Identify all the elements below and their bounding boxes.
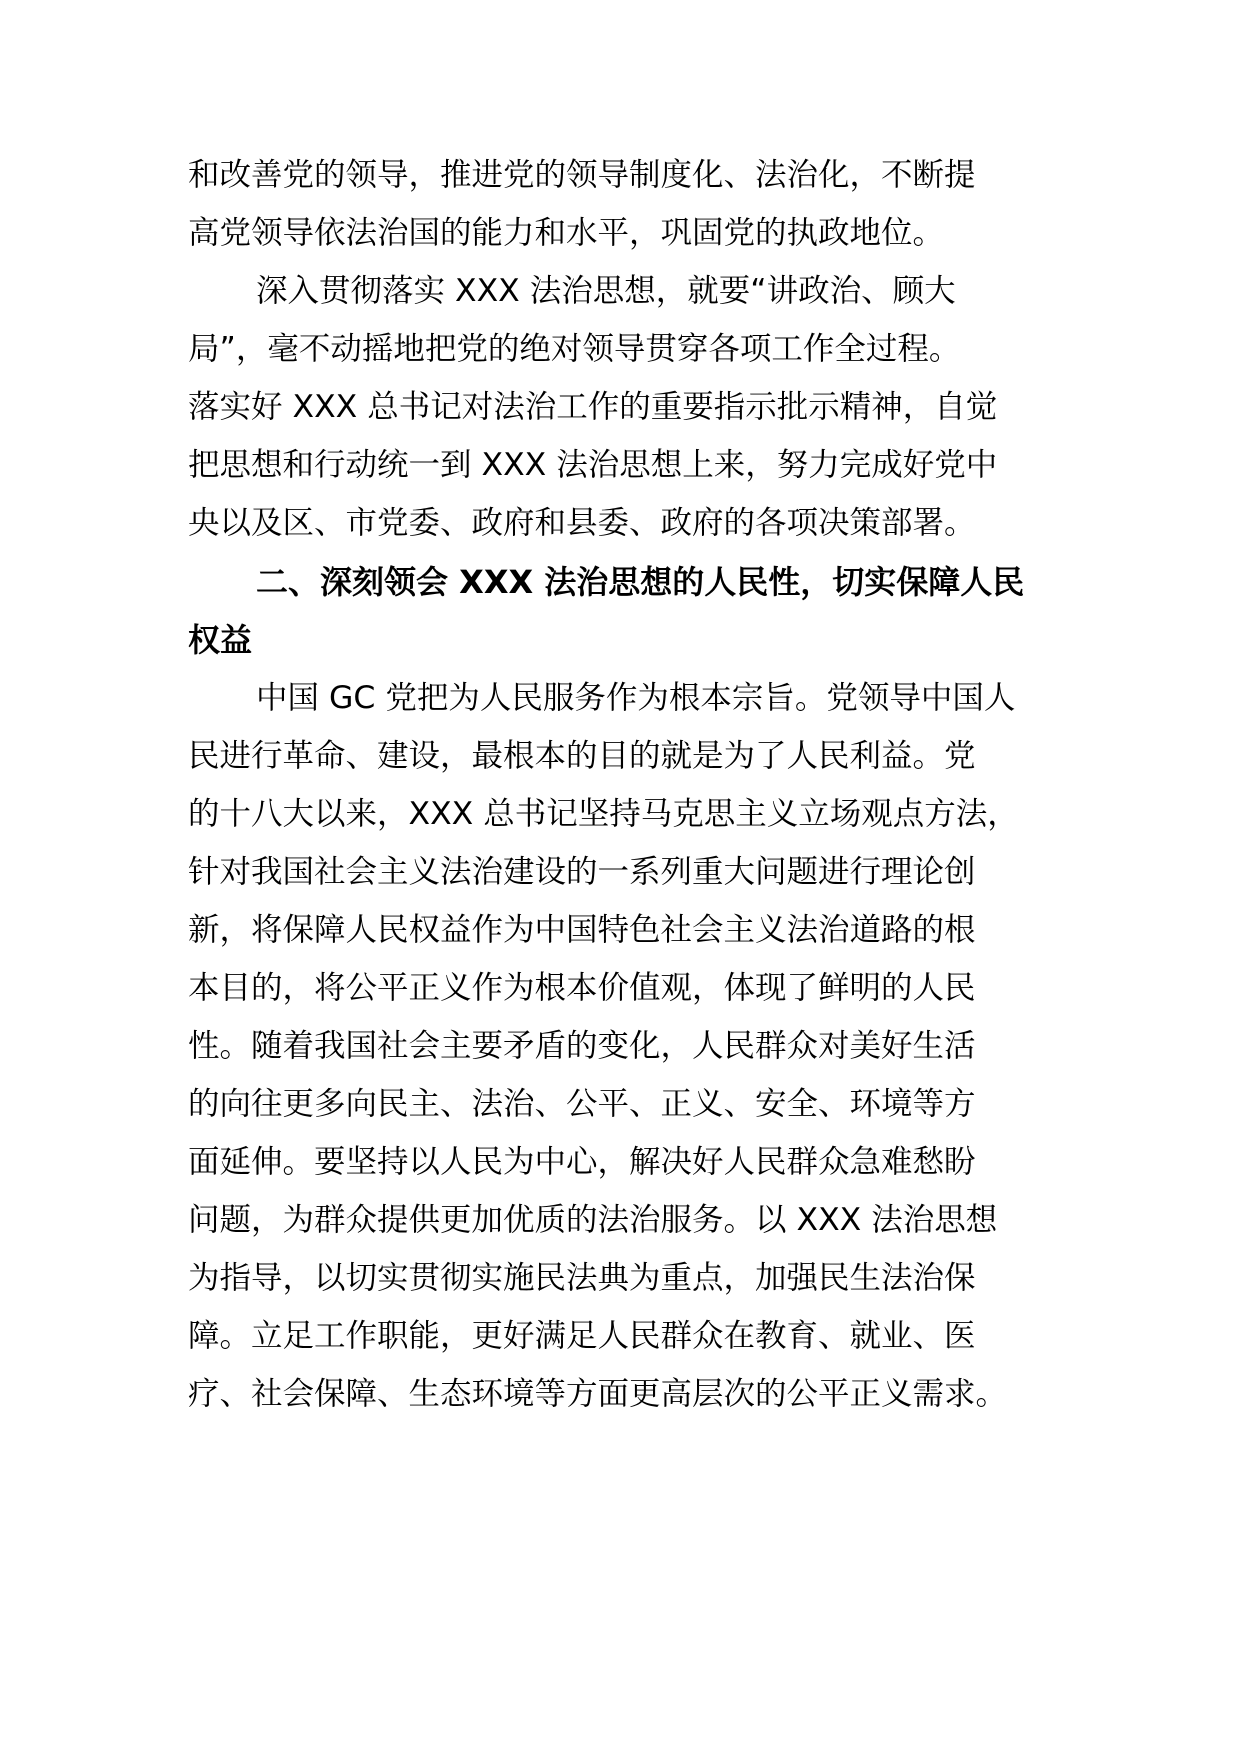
paragraph-line: 民进行革命、建设，最根本的目的就是为了人民利益。党: [188, 738, 976, 774]
paragraph-line: 性。随着我国社会主要矛盾的变化，人民群众对美好生活: [188, 1028, 976, 1064]
paragraph-line: 为指导，以切实贯彻实施民法典为重点，加强民生法治保: [188, 1260, 976, 1296]
paragraph-line: 深入贯彻落实 XXX 法治思想，就要“讲政治、顾大: [256, 273, 956, 309]
paragraph-line: 疗、社会保障、生态环境等方面更高层次的公平正义需求。: [188, 1376, 1008, 1412]
paragraph-line: 央以及区、市党委、政府和县委、政府的各项决策部署。: [188, 505, 976, 541]
paragraph-line: 和改善党的领导，推进党的领导制度化、法治化，不断提: [188, 157, 976, 193]
section-heading: 权益: [188, 621, 253, 659]
paragraph-line: 局”，毫不动摇地把党的绝对领导贯穿各项工作全过程。: [188, 331, 961, 367]
paragraph-line: 针对我国社会主义法治建设的一系列重大问题进行理论创: [188, 854, 976, 890]
paragraph-line: 中国 GC 党把为人民服务作为根本宗旨。党领导中国人: [256, 680, 1016, 716]
paragraph-line: 的十八大以来，XXX 总书记坚持马克思主义立场观点方法，: [188, 796, 1019, 832]
paragraph-line: 落实好 XXX 总书记对法治工作的重要指示批示精神，自觉: [188, 389, 998, 425]
section-heading: 二、深刻领会 XXX 法治思想的人民性，切实保障人民: [256, 563, 1025, 601]
paragraph-line: 本目的，将公平正义作为根本价值观，体现了鲜明的人民: [188, 970, 976, 1006]
paragraph-line: 的向往更多向民主、法治、公平、正义、安全、环境等方: [188, 1086, 976, 1122]
paragraph-line: 高党领导依法治国的能力和水平，巩固党的执政地位。: [188, 215, 945, 251]
paragraph-line: 把思想和行动统一到 XXX 法治思想上来，努力完成好党中: [188, 447, 998, 483]
paragraph-line: 面延伸。要坚持以人民为中心，解决好人民群众急难愁盼: [188, 1144, 976, 1180]
paragraph-line: 障。立足工作职能，更好满足人民群众在教育、就业、医: [188, 1318, 976, 1354]
paragraph-line: 问题，为群众提供更加优质的法治服务。以 XXX 法治思想: [188, 1202, 998, 1238]
paragraph-line: 新，将保障人民权益作为中国特色社会主义法治道路的根: [188, 912, 976, 948]
